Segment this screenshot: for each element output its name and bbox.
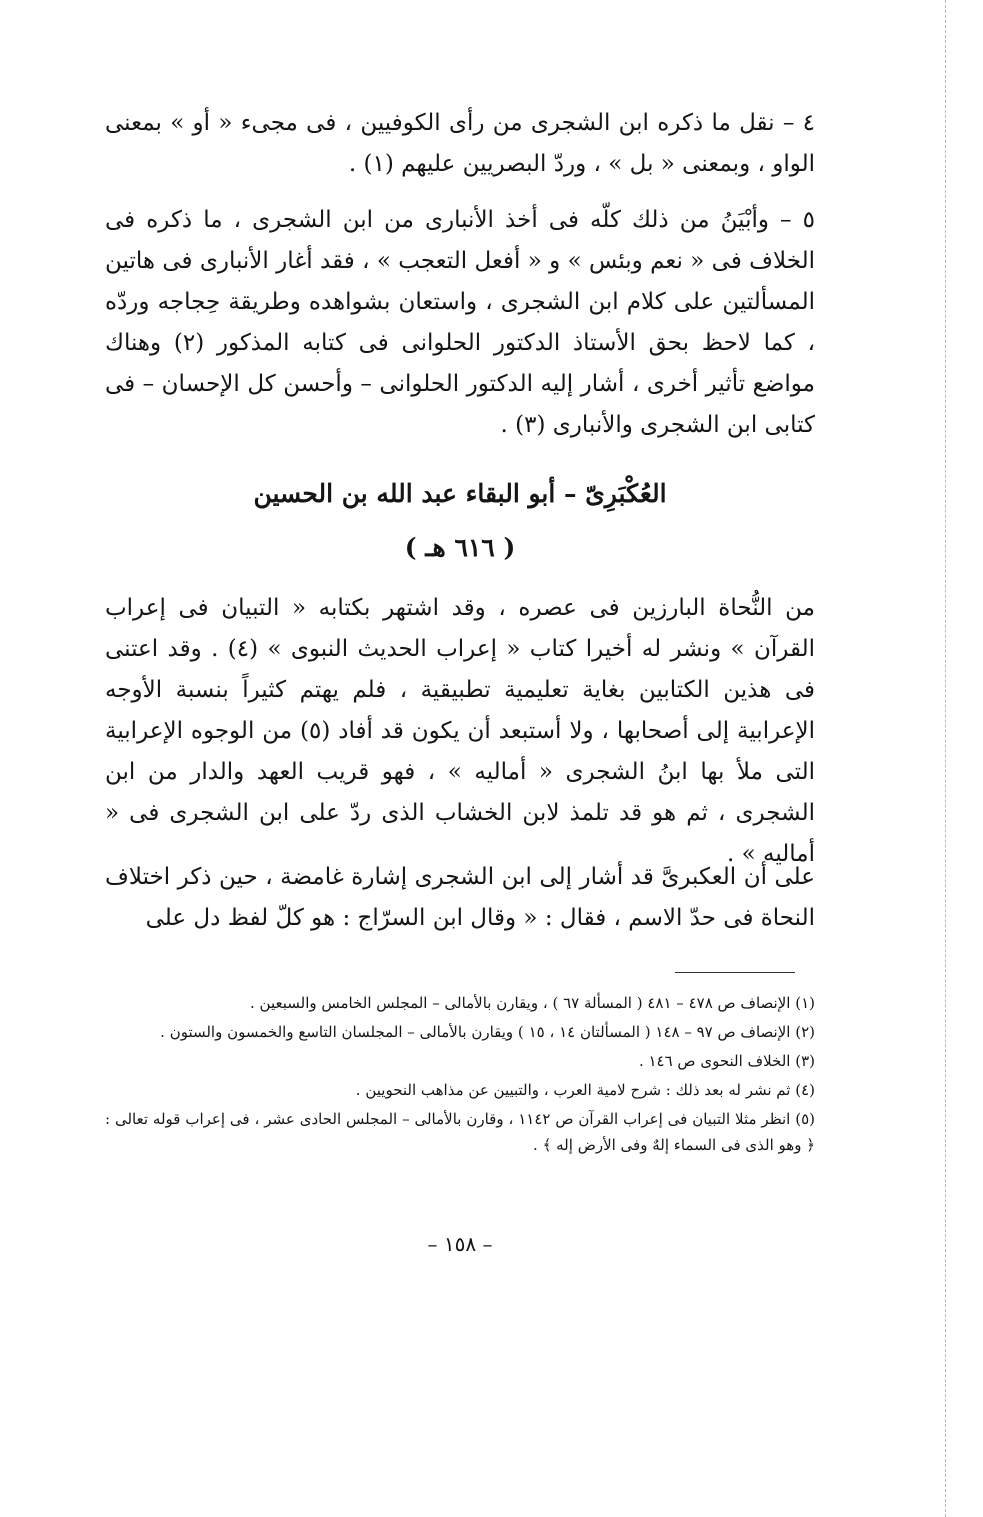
footnote-2: (٢) الإنصاف ص ٩٧ – ١٤٨ ( المسألتان ١٤ ، ١٥ ) ويقارن بالأمالى – المجلسان التاسع والخمسون والستون .: [160, 1023, 815, 1041]
footnote-3: (٣) الخلاف النحوى ص ١٤٦ .: [638, 1052, 815, 1070]
scan-margin-line: [945, 0, 946, 1517]
section-heading: العُكْبَرِىّ – أبو البقاء عبد الله بن الحسين: [253, 479, 667, 508]
paragraph-5: ٥ – وأبْيَنُ من ذلك كلّه فى أخذ الأنبارى من ابن الشجرى ، ما ذكره فى الخلاف فى « نعم وبئس » و « أفعل التعجب » ، فقد أغار الأنبارى فى هاتين المسألتين على كلام ابن الشجرى ، واستعان بشواهده وطريقة حِجاجه وردّه ، كما لاحظ بحق الأستاذ الدكتور الحلوانى فى كتابه المذكور (٢) وهناك مواضع تأثير أخرى ، أشار إليه الدكتور الحلوانى – وأحسن كل الإحسان – فى كتابى ابن الشجرى والأنبارى (٣) .: [105, 207, 815, 438]
footnote-5: (٥) انظر مثلا التبيان فى إعراب القرآن ص ١١٤٢ ، وقارن بالأمالى – المجلس الحادى عشر ، فى إعراب قوله تعالى : ﴿ وهو الذى فى السماء إلهٌ وفى الأرض إله ﴾ .: [105, 1110, 816, 1154]
paragraph-7: على أن العكبرىَّ قد أشار إلى ابن الشجرى إشارة غامضة ، حين ذكر اختلاف النحاة فى حدّ الاسم ، فقال : « وقال ابن السرّاج : هو كلّ لفظ دل على: [105, 864, 815, 931]
section-year: ( ٦١٦ هـ ): [404, 533, 516, 562]
footnotes: [105, 990, 815, 1161]
paragraph-6: من النُّحاة البارزين فى عصره ، وقد اشتهر بكتابه « التبيان فى إعراب القرآن » ونشر له أخيرا كتاب « إعراب الحديث النبوى » (٤) . وقد اعتنى فى هذين الكتابين بغاية تعليمية تطبيقية ، فلم يهتم كثيراً بنسبة الأوجه الإعرابية إلى أصحابها ، ولا أستبعد أن يكون قد أفاد (٥) من الوجوه الإعرابية التى ملأ بها ابنُ الشجرى « أماليه » ، فهو قريب العهد والدار من ابن الشجرى ، ثم هو قد تلمذ لابن الخشاب الذى ردّ على ابن الشجرى فى « أماليه » .: [105, 595, 815, 867]
footnote-4: (٤) ثم نشر له بعد ذلك : شرح لامية العرب ، والتبيين عن مذاهب النحويين .: [355, 1081, 815, 1099]
page-number: – ١٥٨ –: [427, 1232, 493, 1256]
paragraph-4: ٤ – نقل ما ذكره ابن الشجرى من رأى الكوفيين ، فى مجىء « أو » بمعنى الواو ، وبمعنى « بل » ، وردّ البصريين عليهم (١) .: [105, 110, 815, 177]
footnote-1: (١) الإنصاف ص ٤٧٨ – ٤٨١ ( المسألة ٦٧ ) ، ويقارن بالأمالى – المجلس الخامس والسبعين .: [250, 994, 815, 1012]
footnote-separator: [675, 972, 795, 973]
